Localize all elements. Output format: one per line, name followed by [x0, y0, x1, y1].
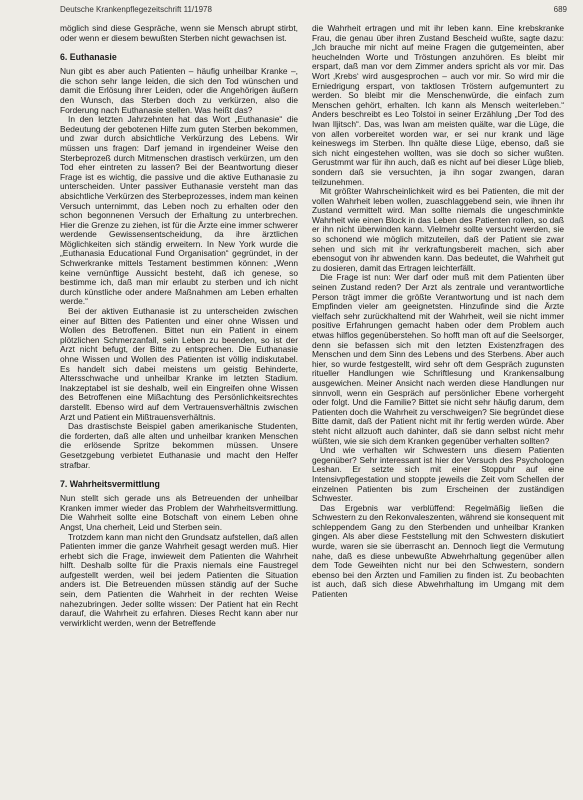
right-column: [312, 24, 564, 794]
body-paragraph: die Wahrheit ertragen und mit ihr leben kann. Eine krebskranke Frau, die genau über ihren Zustand Bescheid wußte, sagte dazu: „Ich brauche mir nicht auf meine Fragen die gutgemeinten, aber heuchelnden Worte und Tröstungen anzuhören. Es bleibt mir erspart, daß man vor dem Zimmer anders spricht als vor mir. Das Wort ‚Krebs‘ wird ausgesprochen – auch vor mir. So wird mir die Erniedrigung erspart, von taktlosen Tröstern aufgemuntert zu werden. So bleibt mir die Menschenwürde, die einfach zum Menschen gehört, erhalten. Ich kann als Mensch weiterleben.“ Anders beschreibt es Leo Tolstoi in seiner Erzählung „Der Tod des Iwan Iljitsch“. Das, was Iwan am meisten quälte, war die Lüge, die von allen vorbereitet worden war, er sei nur krank und läge keineswegs im Sterben. Ihn quälte diese Lüge, ebenso, daß sie sich nicht eingestehen wollten, was sie doch so sicher wußten. Gerustmmt war für ihn auch, daß es nicht auf bei dieser Lüge blieb, sondern daß sie versuchten, ja ihn sogar zwangen, daran teilzunehmen.: [312, 24, 564, 187]
body-paragraph: Bei der aktiven Euthanasie ist zu unterscheiden zwischen einer auf Bitten des Patienten und einer ohne Wissen und Wollen des Betroffenen. Bittet nun ein Patient in einem plötzlichen Schmerzanfall, sein Leben zu beenden, so ist der Arzt nicht befugt, der Bitte zu entsprechen. Die Euthanasie ohne Wissen und Wollen des Patienten ist völlig indiskutabel. Es handelt sich dabei meistens um geistig Behinderte, Altersschwache und unheilbar Kranke im letzten Stadium. Inakzeptabel ist sie deshalb, weil ein Eingreifen ohne Wissen des Betroffenen eine Mißachtung des Persönlichkeitsrechtes darstellt. Ebenso wird auf dem Vertrauensverhältnis zwischen Arzt und Patient ein Mißtrauensverhältnis.: [60, 306, 298, 422]
body-paragraph: Nun stellt sich gerade uns als Betreuenden der unheilbar Kranken immer wieder das Problem der Wahrheitsvermittlung. Die Wahrheit sollte eine Botschaft von einem Leben ohne Angst, Una cherheit, Leid und Sterben sein.: [60, 493, 298, 532]
body-paragraph: Und wie verhalten wir Schwestern uns diesem Patienten gegenüber? Sehr interessant ist hier der Versuch des Psychologen Leshan. Er setzte sich mit einer Stoppuhr auf eine Intensivpflegestation und stoppte jeweils die Zeit vom Schellen der einzelnen Patienten bis zum Erscheinen der zuständigen Schwester.: [312, 445, 564, 504]
intro-paragraph: möglich sind diese Gespräche, wenn sie Mensch abrupt stirbt, oder wenn er diesem bewußten Sterben nicht gewachsen ist.: [60, 24, 298, 43]
section-heading-wahrheitsvermittlung: 7. Wahrheitsvermittlung: [60, 479, 160, 490]
body-paragraph: Die Frage ist nun: Wer darf oder muß mit dem Patienten über seinen Zustand reden? Der Arzt als zentrale und verantwortliche Person trägt immer die größte Verantwortung und ist nach dem Empfinden vieler am geeignetsten. Hinzufinde sind die Ärzte vielfach sehr zurückhaltend mit der Wahrheit, weil sie nicht immer positive Erfahrungen gemacht haben oder dem Problem auch etwas hilflos gegenüberstehen. So hofft man oft auf die Seelsorger, denn sie befassen sich mit den letzten Existenzfragen des Menschen und dem Sinn des Lebens und des Sterbens. Aber auch hier, so wurde festgestellt, wird sehr oft dem Gespräch zugunsten ritueller Handlungen wie Schriftlesung und Krankensalbung ausgewichen. Meiner Ansicht nach werden diese Handlungen nur sinnvoll, wenn ein Gespräch auf persönlicher Ebene vorhergeht oder folgt. Und die Familie? Bittet sie nicht sehr häufig darum, dem Patienten doch die Wahrheit zu verschweigen? Sie begründet diese Bitte damit, daß der Patient nicht mit ihr fertig werden würde. Aber steht nicht allzuoft auch dahinter, daß sie dann selbst nicht mehr wüßten, wie sie sich dem Kranken gegenüber verhalten sollten?: [312, 272, 564, 446]
body-paragraph: Nun gibt es aber auch Patienten – häufig unheilbar Kranke –, die schon sehr lange leiden, die sich den Tod wünschen und damit die Erlösung ihrer Leiden, oder die Angehörigen äußern den Wunsch, das Sterben doch zu verkürzen, also die Forderung nach Euthanasie stellen. Was heißt das?: [60, 66, 298, 115]
body-paragraph: Mit größter Wahrscheinlichkeit wird es bei Patienten, die mit der vollen Wahrheit leben wollen, zuaschlaggebend sein, wie ihnen ihr Zustand vermittelt wird. Man sollte niemals die ungeschminkte Wahrheit wie einen Block in das Leben des Patienten rollen, so daß er ihn nicht überwinden kann. Vielmehr sollte versucht werden, sie so schonend wie möglich mitzuteilen, daß der Patient sie zwar sehen und sich mit ihr verkraftungsbereit machen, sich aber ebensogut von ihr abwenden kann. Das bedeutet, die Wahrheit gut zu dosieren, damit das Ertragen leichterfällt.: [312, 186, 564, 273]
body-paragraph: In den letzten Jahrzehnten hat das Wort „Euthanasie“ die Bedeutung der gebotenen Hilfe zum guten Sterben bekommen, und zwar durch absichtliche Verkürzung des Lebens. Wir müssen uns fragen: Darf jemand in irgendeiner Weise den Sterbeprozeß durch Mitmenschen drastisch verkürzen, um den Tod eher eintreten zu lassen? Bei der Beantwortung dieser Frage ist es wichtig, die passive und die aktive Euthanasie zu unterscheiden. Unter passiver Euthanasie versteht man das absichtliche Verkürzen des Sterbeprozesses, indem man keinen Versuch unternimmt, das Leben noch zu erhalten oder den schon begonnenen Versuch der Erhaltung zu unterbrechen. Hier die Grenze zu ziehen, ist für die Ärzte eine immer schwerer werdende Gewissensentscheidung, da ihre ärztlichen Möglichkeiten sich ständig erweitern. In New York wurde die „Euthanasia Educational Fund Organisation“ gegründet, in der Schwerkranke mittels Testament bestimmen können: „Wenn keine vernünftige Aussicht besteht, daß ich genese, so bestimme ich, daß man mir erlaubt zu sterben und ich nicht durch künstliche oder andere Maßnahmen am Leben erhalten werde.“: [60, 114, 298, 307]
left-column: [60, 24, 298, 794]
body-paragraph: Das drastischste Beispiel gaben amerikanische Studenten, die forderten, daß alle alten und unheilbar kranken Menschen die erlösende Spritze bekommen müssen. Unsere Gesetzgebung verbietet Euthanasie und macht den Helfer strafbar.: [60, 421, 298, 470]
body-paragraph: Trotzdem kann man nicht den Grundsatz aufstellen, daß allen Patienten immer die ganze Wahrheit gesagt werden muß. Hier erhebt sich die Frage, inwieweit dem Patienten die Wahrheit hilft. Deshalb sollte für die Praxis niemals eine Faustregel aufgestellt werden, weil bei jedem Patienten die Situation anders ist. Die Betreuenden müssen ständig auf der Suche sein, dem Patienten die Wahrheit in der rechten Weise nahezubringen. Jeder sollte wissen: Der Patient hat ein Recht darauf, die Wahrheit zu erfahren. Dieses Recht kann aber nur verwirklicht werden, wenn der Betreffende: [60, 531, 298, 628]
journal-title: Deutsche Krankenpflegezeitschrift 11/1978: [60, 5, 212, 14]
section-heading-euthanasie: 6. Euthanasie: [60, 52, 117, 63]
page-number: 689: [553, 5, 567, 14]
running-header: [60, 4, 567, 16]
body-paragraph: Das Ergebnis war verblüffend: Regelmäßig ließen die Schwestern zu den Rekonvaleszenten, während sie konsequent mit schleppendem Gang zu den Sterbenden und unheilbar Kranken gingen. Als aber diese Feststellung mit den Schwestern diskutiert wurde, waren sie sie überrascht an. Dennoch liegt die Vermutung nahe, daß es diese unbewußte Abwehrhaltung gegenüber allen dem Tode Geweihten nicht nur bei den Schwestern, sondern ebenso bei den Ärzten und Familien zu finden ist. Zu beobachten ist auch, daß sich diese Abwehrhaltung im Umgang mit dem Patienten: [312, 502, 564, 600]
